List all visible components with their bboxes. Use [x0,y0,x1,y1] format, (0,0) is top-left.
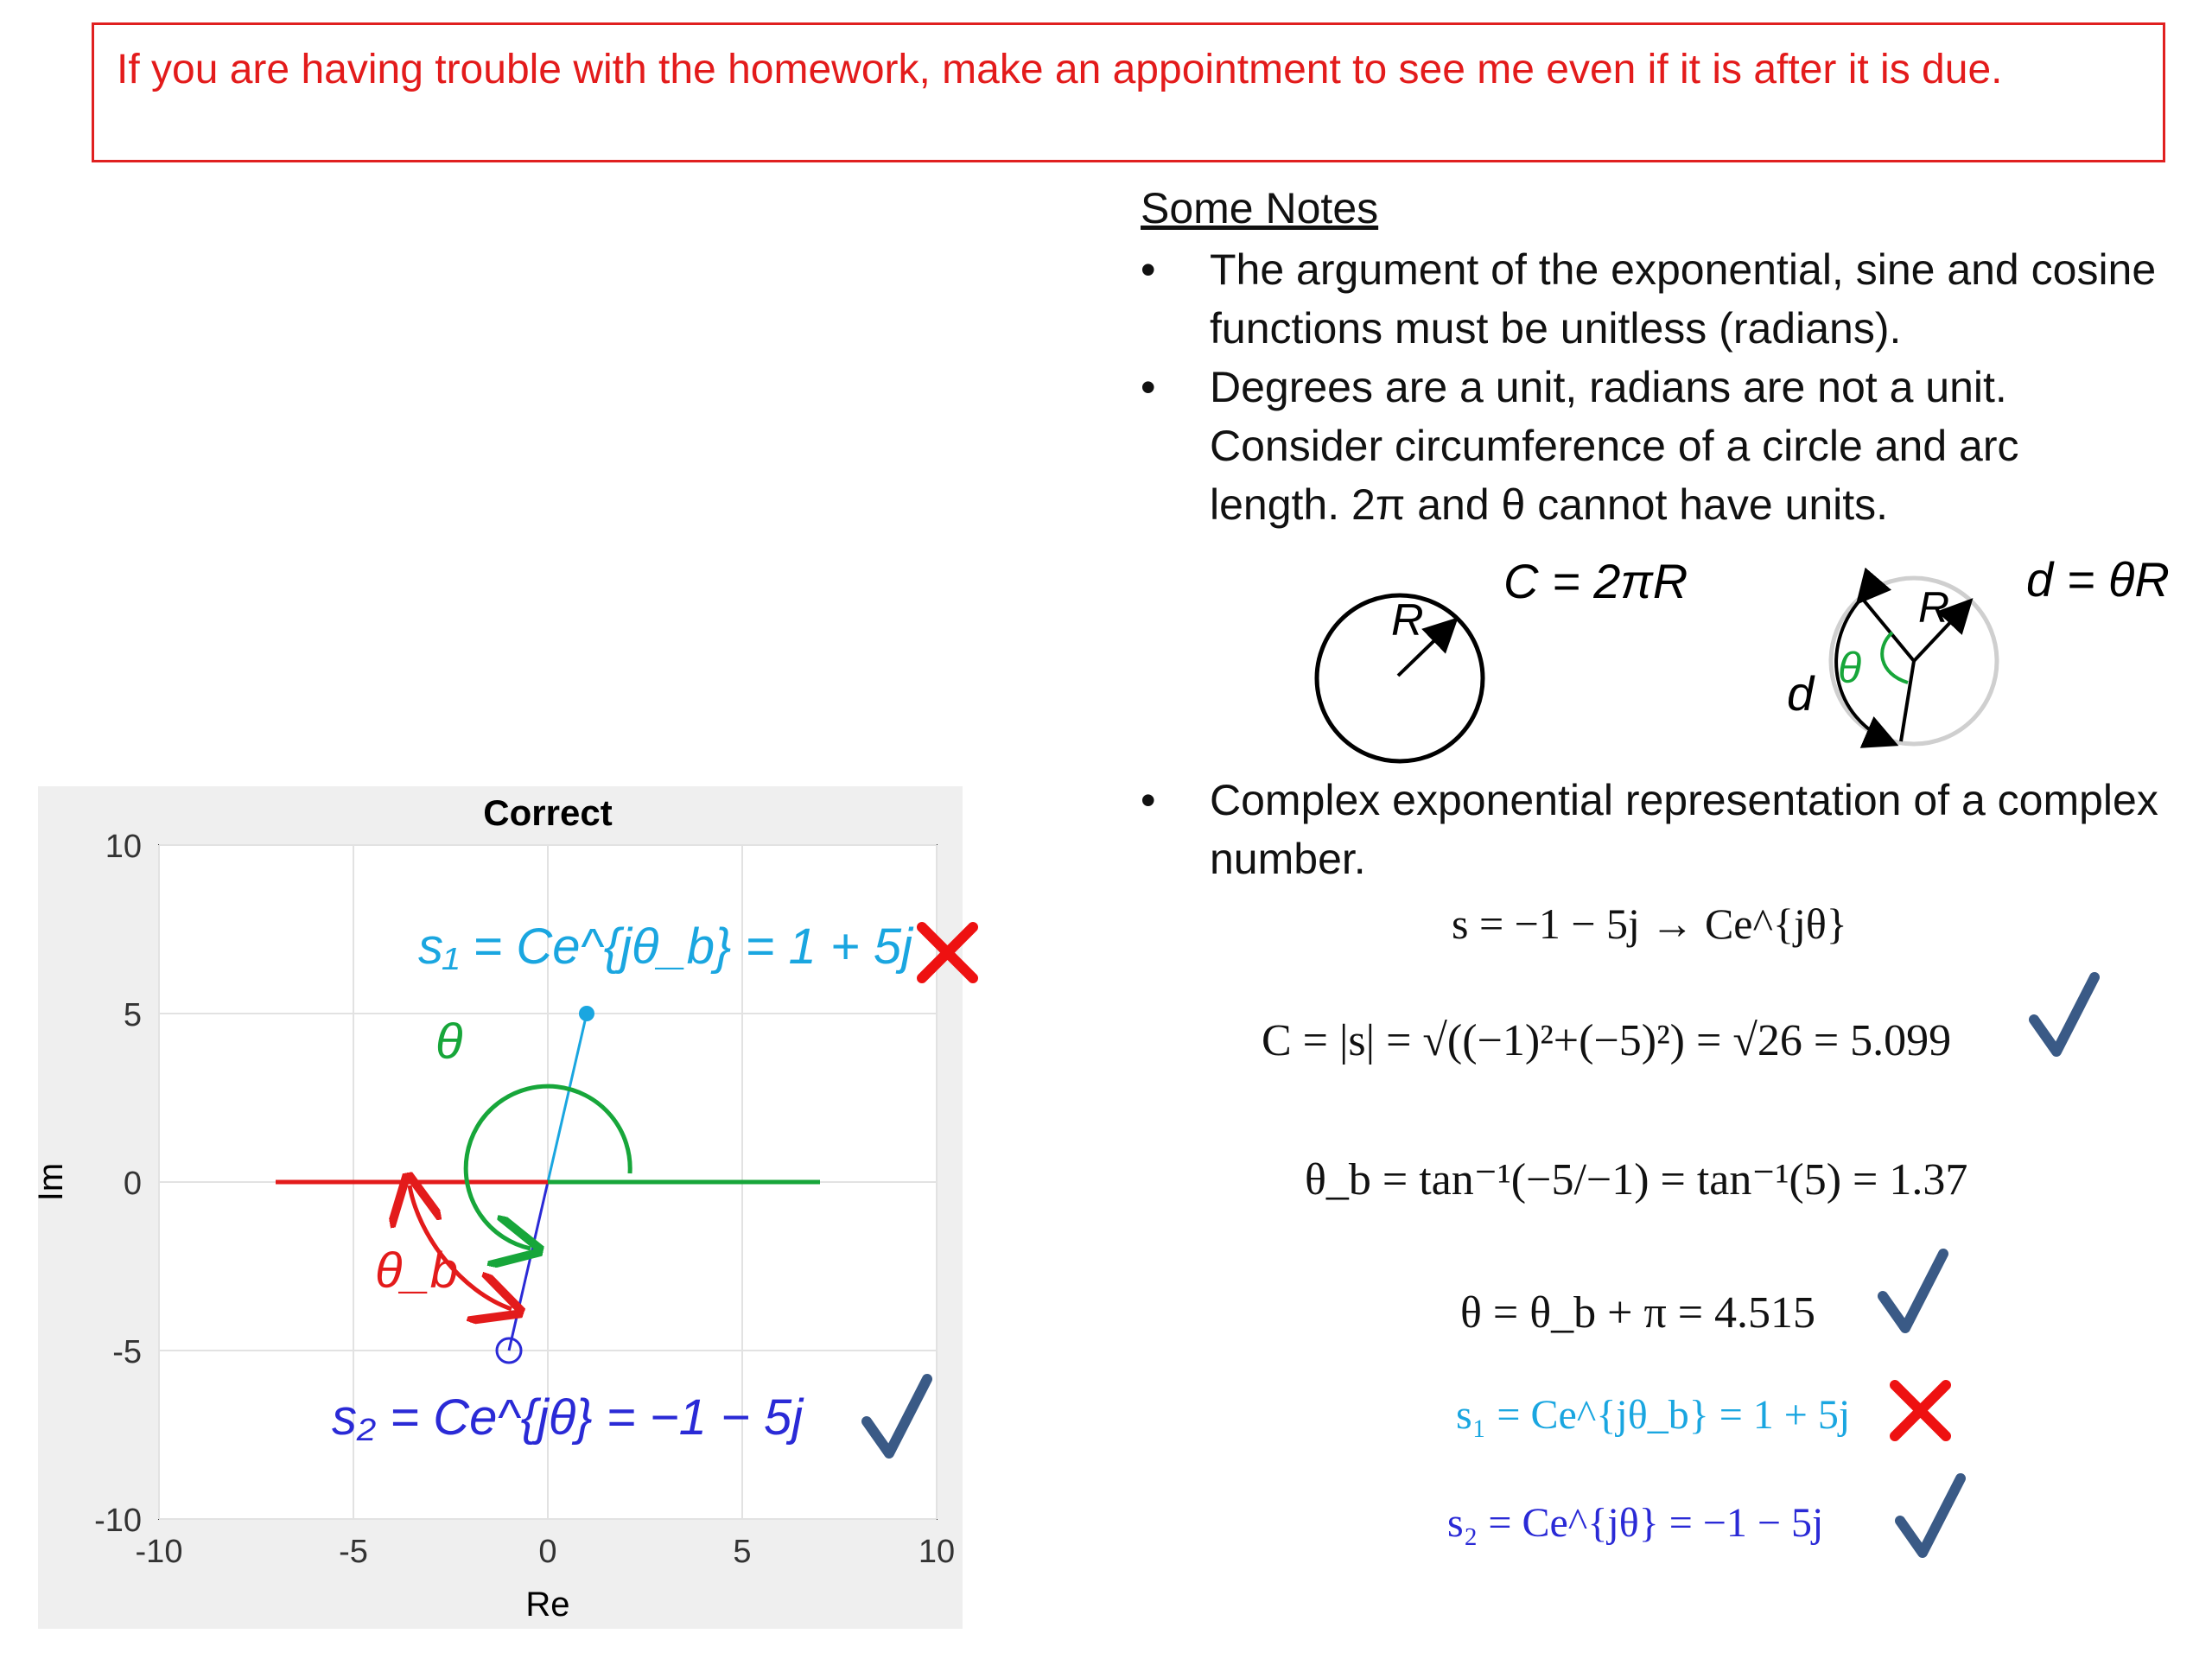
theta-b-label: θ_b [375,1243,458,1299]
arc-radius-3 [1901,661,1914,741]
s1-label: s₁ = Ce^{jθ_b} = 1 + 5j [418,918,912,975]
notice-text: If you are having trouble with the homework, make an appointment to see me even if it is after it is due. [117,47,2003,92]
eq-theta: θ = θ_b + π = 4.515 [1460,1288,1816,1338]
plot-panel [32,786,963,1629]
eq-conversion: s = −1 − 5j → Ce^{jθ} [1452,899,1847,948]
x-tick-label: 0 [538,1534,557,1570]
check-mark-icon [2031,972,2100,1058]
y-tick-label: -5 [112,1334,142,1370]
y-tick-label: 5 [123,997,142,1033]
bullet-marker: • [1141,245,1156,294]
eq-magnitude: C = |s| = √((−1)²+(−5)²) = √26 = 5.099 [1262,1016,1952,1065]
notes-title: Some Notes [1141,184,1379,232]
x-tick-label: 10 [918,1534,956,1570]
arc-radius-label: R [1918,583,1950,632]
geometry-diagrams [1210,553,2212,778]
s2-label: s₂ = Ce^{jθ} = −1 − 5j [332,1389,804,1446]
eq-s1: s₁ = Ce^{jθ_b} = 1 + 5j [1456,1392,1851,1438]
circumference-formula: C = 2πR [1503,554,1688,608]
x-tick-label: -10 [135,1534,183,1570]
y-tick-label: 10 [105,829,142,865]
note-text-3: Complex exponential representation of a complex number. [1210,776,2158,883]
y-tick-label: 0 [123,1166,142,1202]
check-mark-icon [1879,1249,1948,1335]
note-text-2: Degrees are a unit, radians are not a unit. Consider circumference of a circle and arc length. 2π and θ cannot have units. [1210,363,2019,529]
bullet-marker: • [1141,776,1156,824]
complex-plane-plot [32,786,963,1629]
note-text-1: The argument of the exponential, sine and cosine functions must be unitless (radians). [1210,245,2157,353]
arc-angle-label: θ [1838,644,1862,692]
circle-radius-label: R [1391,595,1424,645]
plot-title: Correct [483,792,613,833]
eq-theta-b: θ_b = tan⁻¹(−5/−1) = tan⁻¹(5) = 1.37 [1305,1155,1968,1205]
arc-length-label: d [1787,666,1815,721]
cross-mark-icon [915,920,980,985]
y-tick-label: -10 [94,1503,142,1539]
arc-formula: d = θR [2026,552,2170,607]
x-tick-label: 5 [733,1534,752,1570]
arc-radius-2 [1860,596,1914,661]
x-tick-label: -5 [339,1534,368,1570]
bullet-marker: • [1141,363,1156,411]
x-axis-label: Re [525,1586,570,1624]
cross-mark-icon [1888,1378,1953,1443]
check-mark-icon [863,1374,932,1460]
homework-notice [92,22,2165,162]
check-mark-icon [1897,1473,1966,1560]
y-axis-label: Im [32,1162,70,1202]
s1-point [579,1006,594,1021]
eq-s2: s₂ = Ce^{jθ} = −1 − 5j [1447,1500,1824,1546]
theta-label: θ [435,1014,463,1070]
